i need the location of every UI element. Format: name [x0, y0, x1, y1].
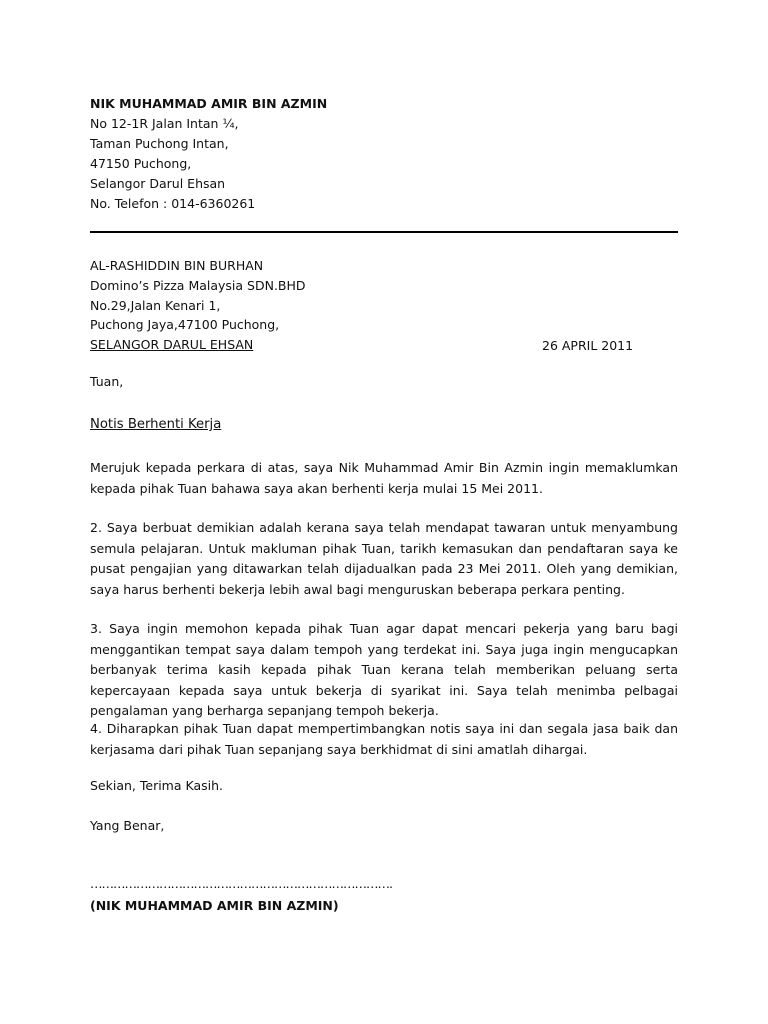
- signature-name: (NIK MUHAMMAD AMIR BIN AZMIN): [90, 898, 339, 913]
- closing: Sekian, Terima Kasih.: [90, 778, 224, 793]
- sender-name: NIK MUHAMMAD AMIR BIN AZMIN: [90, 96, 328, 111]
- recipient-address-line: No.29,Jalan Kenari 1,: [90, 297, 221, 313]
- signature-line: …………………………………………………………………….: [90, 876, 392, 891]
- header-divider: [90, 231, 678, 233]
- body-paragraph: 4. Diharapkan pihak Tuan dapat mempertimbangkan notis saya ini dan segala jasa baik dan kerjasama dari pihak Tuan sepanjang saya berkhidmat di sini amatlah dihargai.: [90, 721, 678, 757]
- body-paragraph: 2. Saya berbuat demikian adalah kerana saya telah mendapat tawaran untuk menyambung semula pelajaran. Untuk makluman pihak Tuan, tarikh kemasukan dan pendaftaran saya ke pusat pengajian yang ditawarkan telah dijadualkan pada 23 Mei 2011. Oleh yang demikian, saya harus berhenti bekerja lebih awal bagi menguruskan beberapa perkara penting.: [90, 520, 678, 597]
- sender-address-line: Taman Puchong Intan,: [90, 136, 229, 151]
- body-paragraph: 3. Saya ingin memohon kepada pihak Tuan agar dapat mencari pekerja yang baru bagi menggantikan tempat saya dalam tempoh yang terdekat ini. Saya juga ingin mengucapkan berbanyak terima kasih kepada pihak Tuan kerana telah memberikan peluang serta kepercayaan kepada saya untuk bekerja di syarikat ini. Saya telah menimba pelbagai pengalaman yang berharga sepanjang tempoh bekerja.: [90, 621, 678, 718]
- sender-block: [90, 94, 327, 214]
- valediction: Yang Benar,: [90, 818, 165, 833]
- sender-phone: No. Telefon : 014-6360261: [90, 196, 256, 211]
- sender-address-line: Selangor Darul Ehsan: [90, 176, 226, 191]
- sender-address-line: No 12-1R Jalan Intan ¼,: [90, 116, 239, 131]
- body-paragraph: Merujuk kepada perkara di atas, saya Nik Muhammad Amir Bin Azmin ingin memaklumkan kepada pihak Tuan bahawa saya akan berhenti kerja mulai 15 Mei 2011.: [90, 460, 678, 496]
- sender-address-line: 47150 Puchong,: [90, 156, 192, 171]
- greeting: Tuan,: [90, 374, 124, 389]
- recipient-block: [90, 256, 306, 355]
- recipient-company: Domino’s Pizza Malaysia SDN.BHD: [90, 277, 306, 293]
- recipient-address-line: Puchong Jaya,47100 Puchong,: [90, 317, 280, 333]
- letter-date: 26 APRIL 2011: [542, 338, 634, 353]
- recipient-state: SELANGOR DARUL EHSAN: [90, 337, 254, 353]
- letter-subject: Notis Berhenti Kerja: [90, 417, 222, 432]
- recipient-name: AL-RASHIDDIN BIN BURHAN: [90, 258, 264, 273]
